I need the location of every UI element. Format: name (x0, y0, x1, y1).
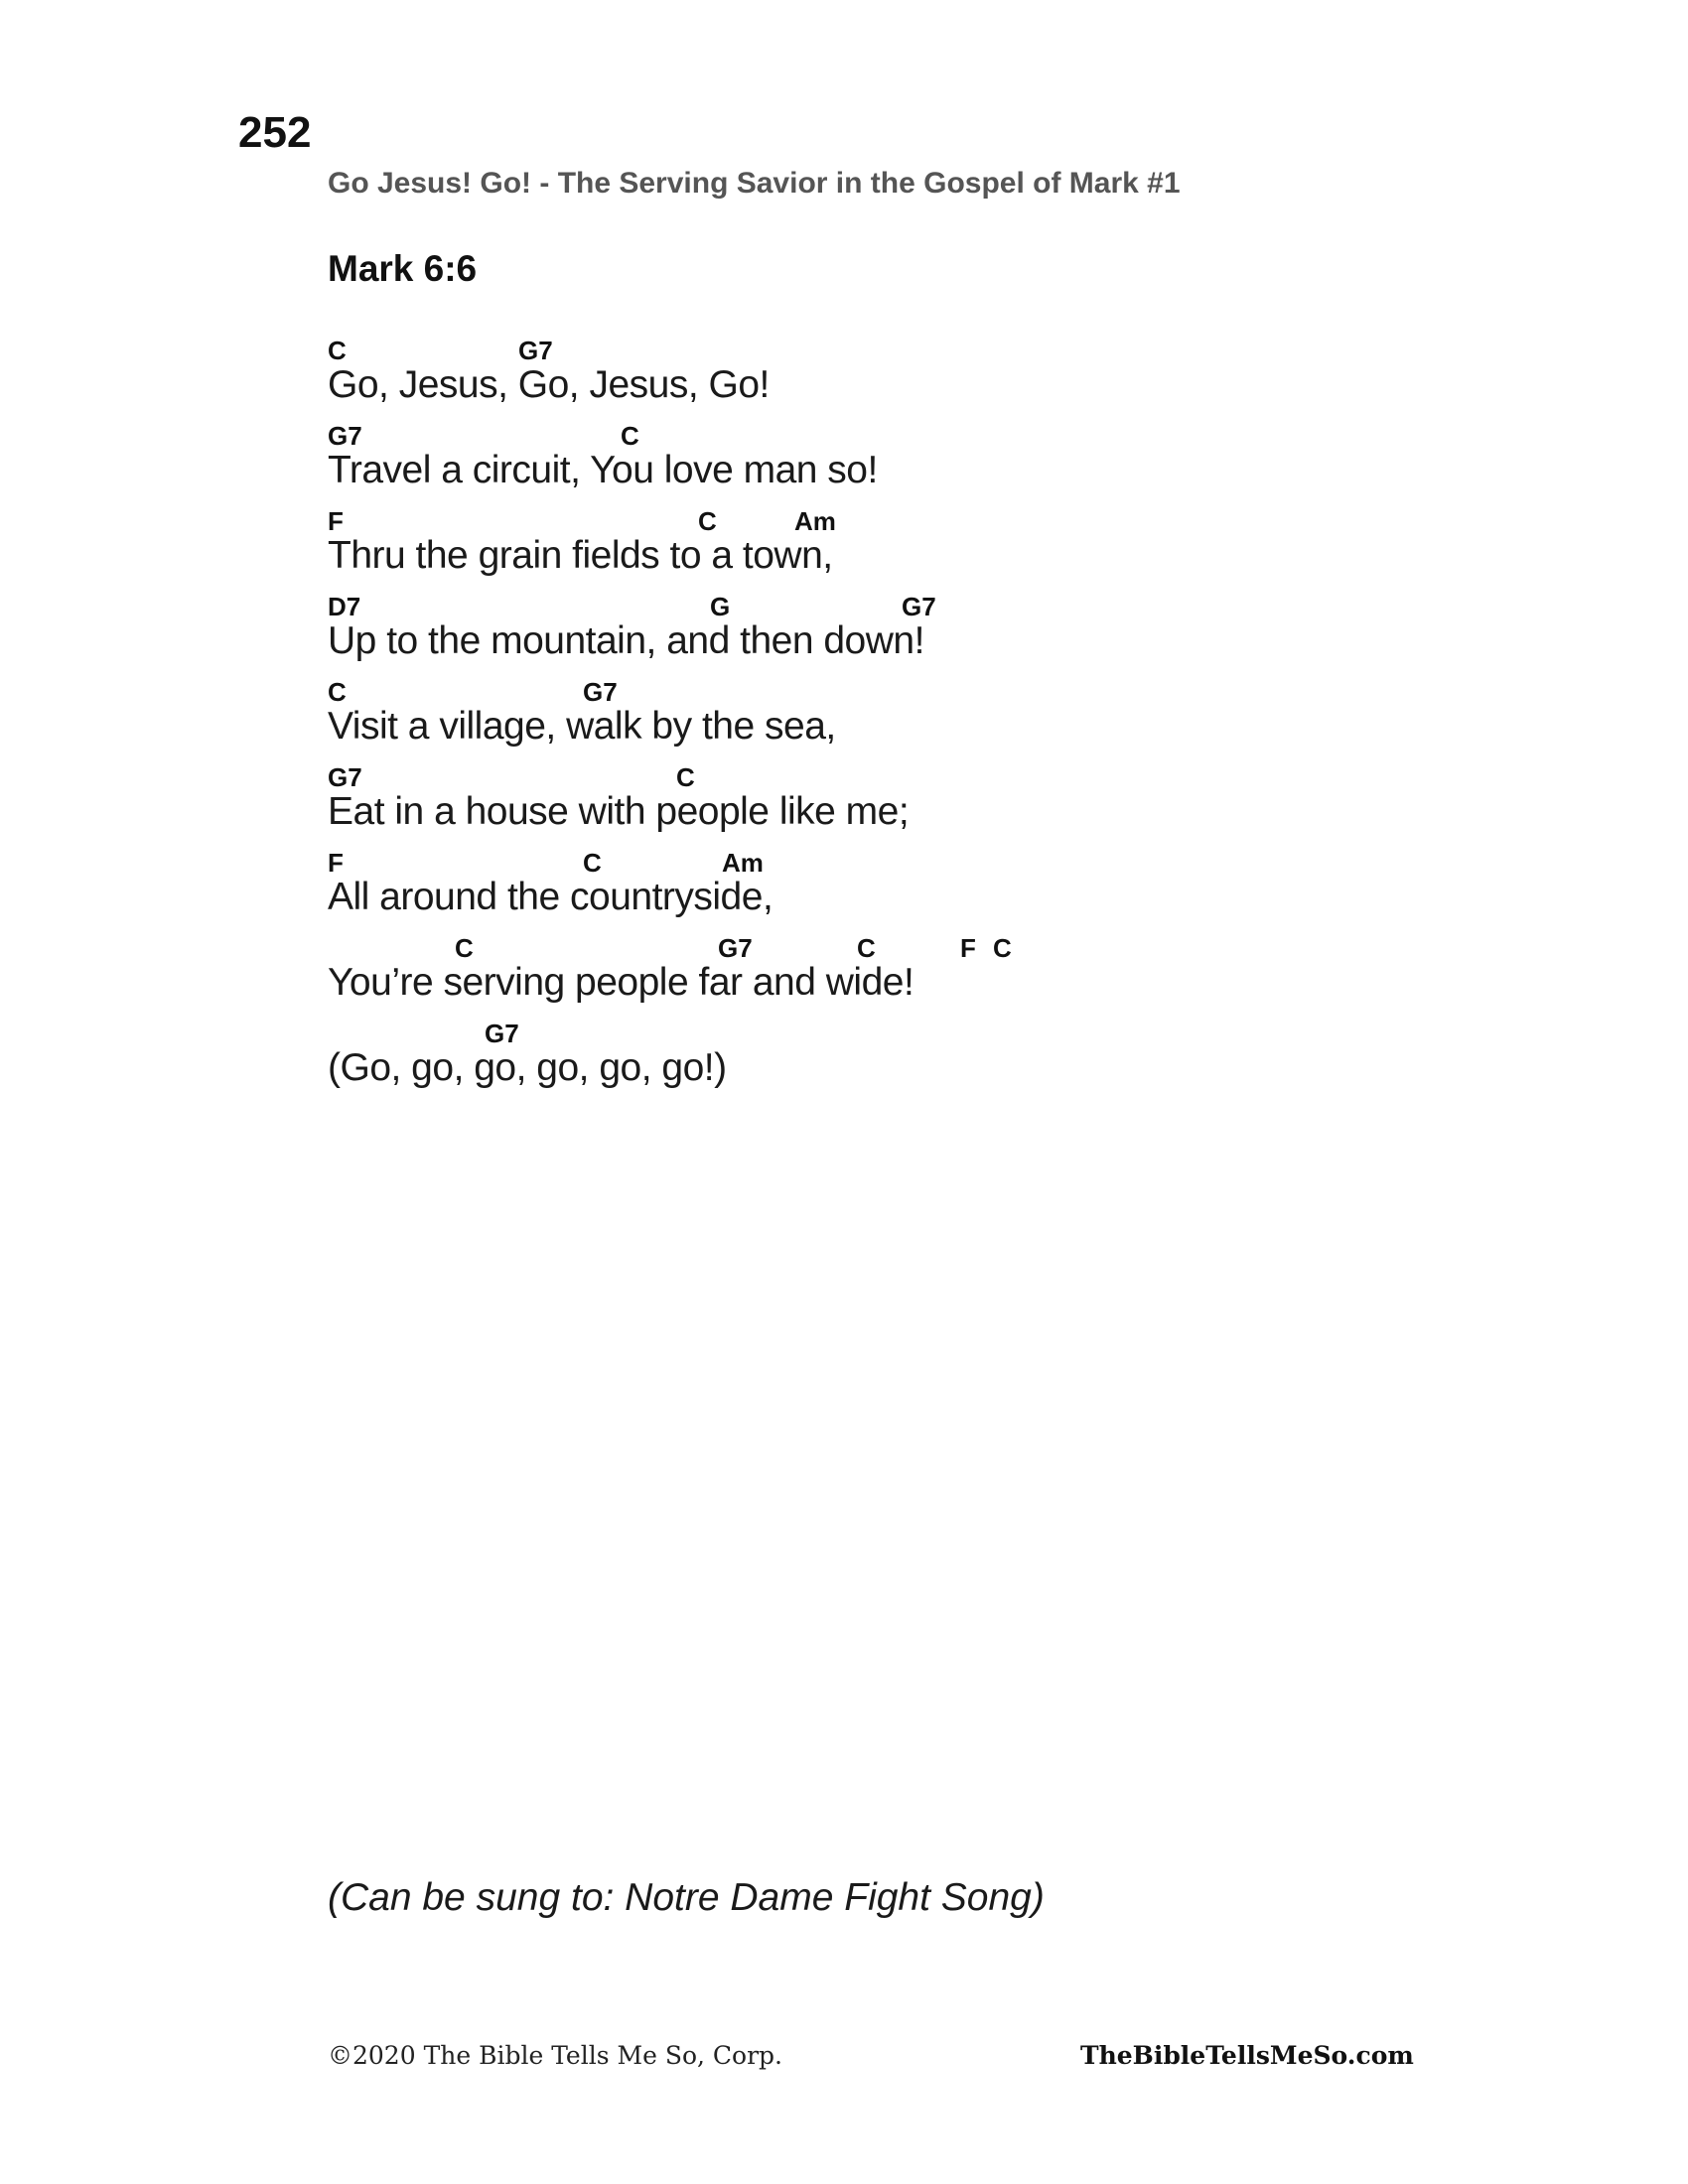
lyric-line: Travel a circuit, You love man so! (328, 449, 878, 491)
chord: C (857, 933, 876, 963)
verse-line (328, 594, 1221, 679)
chord: C (583, 848, 602, 878)
chord: C (676, 762, 695, 792)
lyric-line: Visit a village, walk by the sea, (328, 705, 836, 748)
verse-line (328, 679, 1221, 764)
chord: C (328, 336, 347, 365)
chord: C (328, 677, 347, 707)
lyric-line: Eat in a house with people like me; (328, 790, 910, 833)
scripture-reference: Mark 6:6 (328, 248, 478, 289)
lyric-line: (Go, go, go, go, go, go!) (328, 1046, 727, 1089)
page-number: 252 (238, 108, 312, 157)
chord: F (960, 933, 976, 963)
verse-line (328, 338, 1221, 423)
tune-note: (Can be sung to: Notre Dame Fight Song) (328, 1876, 1045, 1919)
verse-line (328, 508, 1221, 594)
chord: Am (794, 506, 836, 536)
chord: G7 (518, 336, 553, 365)
verse-line (328, 423, 1221, 508)
chord: G7 (718, 933, 753, 963)
verse-line (328, 935, 1221, 1021)
lyric-line: All around the countryside, (328, 876, 774, 918)
chord: D7 (328, 592, 361, 621)
chord: G7 (328, 421, 362, 451)
chord: C (621, 421, 639, 451)
chord: Am (722, 848, 764, 878)
lyric-line: You’re serving people far and wide! (328, 961, 914, 1004)
chord: C (993, 933, 1012, 963)
verse-line (328, 850, 1221, 935)
lyric-line: Go, Jesus, Go, Jesus, Go! (328, 363, 770, 406)
chord: C (455, 933, 474, 963)
chord: G7 (583, 677, 618, 707)
chord: G (710, 592, 731, 621)
chord: C (698, 506, 717, 536)
footer-copyright: ©2020 The Bible Tells Me So, Corp. (328, 2041, 782, 2070)
chord: F (328, 506, 344, 536)
lyric-line: Up to the mountain, and then down! (328, 619, 924, 662)
chord: F (328, 848, 344, 878)
verse-line (328, 764, 1221, 850)
chord: G7 (328, 762, 362, 792)
chord: G7 (485, 1019, 519, 1048)
verse-line (328, 1021, 1221, 1106)
lyric-line: Thru the grain fields to a town, (328, 534, 833, 577)
chord: G7 (902, 592, 936, 621)
footer-website: TheBibleTellsMeSo.com (1080, 2041, 1414, 2070)
song-subtitle: Go Jesus! Go! - The Serving Savior in the Gospel of Mark #1 (328, 167, 1181, 200)
